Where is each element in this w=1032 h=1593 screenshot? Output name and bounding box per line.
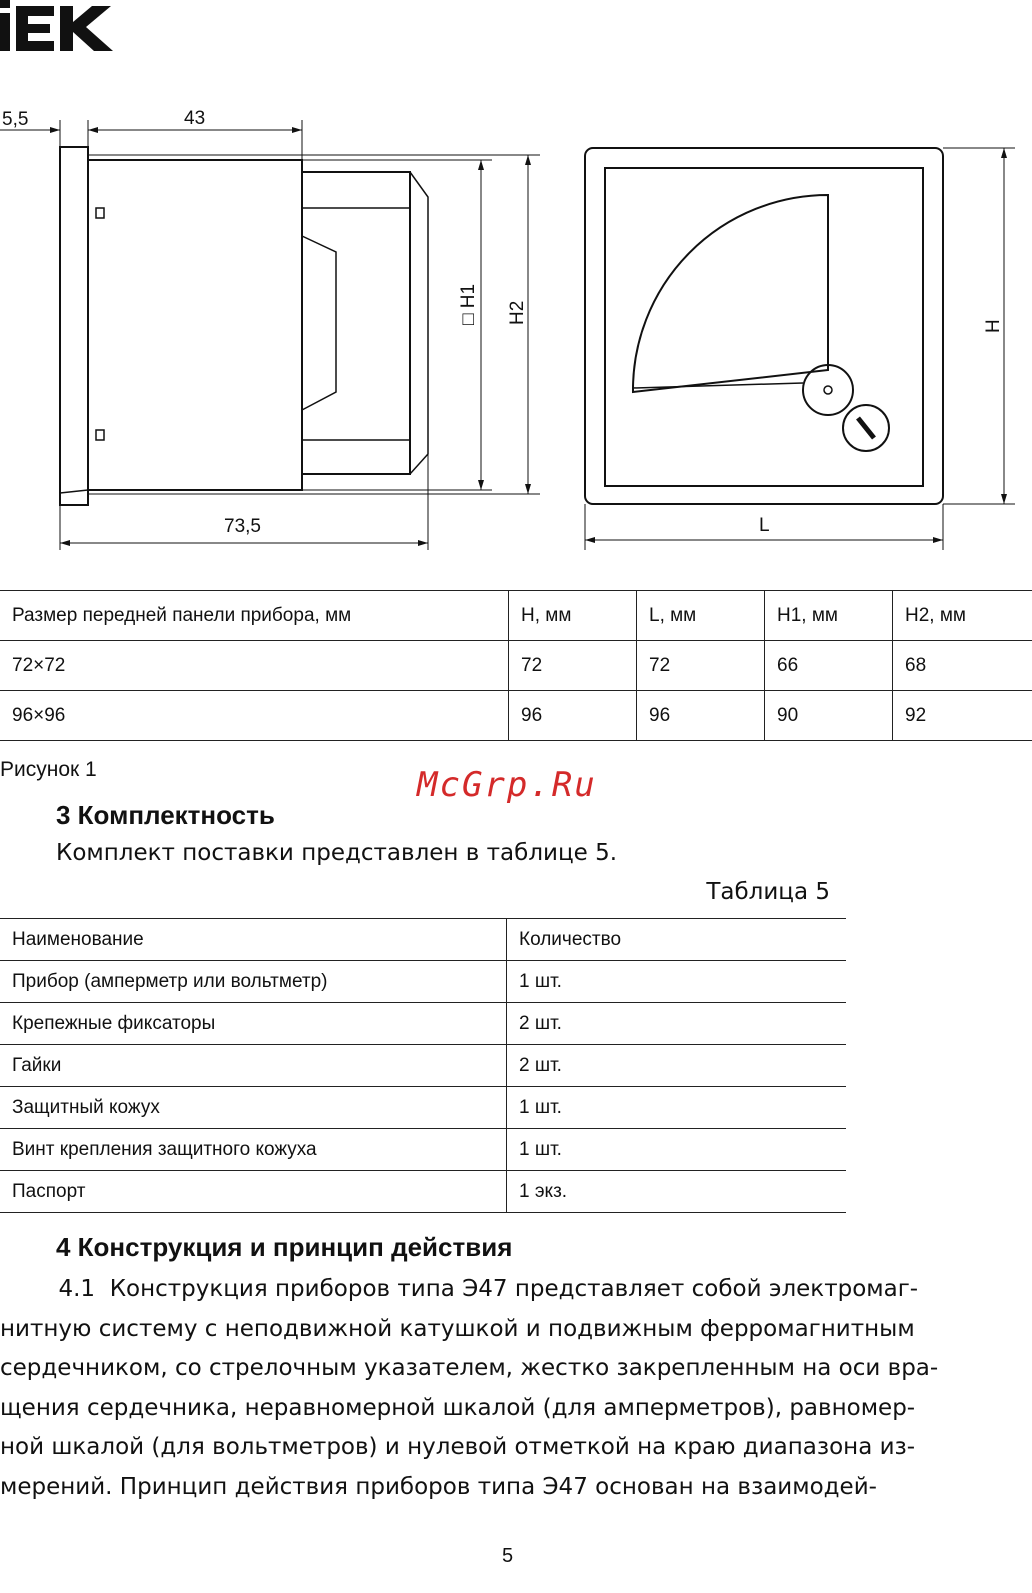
table-cell: 96×96 — [0, 691, 509, 741]
watermark: McGrp.Ru — [417, 765, 597, 805]
body-line: нитную систему с неподвижной катушкой и подвижным ферромагнитным — [0, 1315, 915, 1342]
table-cell: Винт крепления защитного кожуха — [0, 1129, 507, 1171]
table-row — [0, 691, 1032, 741]
table-cell: 96 — [637, 691, 765, 741]
table-cell: Гайки — [0, 1045, 507, 1087]
figure-caption: Рисунок 1 — [0, 758, 97, 781]
table-header-cell: Размер передней панели прибора, мм — [0, 591, 509, 641]
iek-logo — [0, 0, 115, 54]
table-cell: Крепежные фиксаторы — [0, 1003, 507, 1045]
table-cell: Защитный кожух — [0, 1087, 507, 1129]
table-cell: 92 — [893, 691, 1032, 741]
table-header-cell: L, мм — [637, 591, 765, 641]
table-row — [0, 961, 846, 1003]
section-3-intro: Комплект поставки представлен в таблице 5. — [56, 840, 618, 866]
section-3-heading: 3 Комплектность — [56, 800, 275, 830]
table-cell: 68 — [893, 641, 1032, 691]
table-cell: Паспорт — [0, 1171, 507, 1213]
table-row — [0, 1129, 846, 1171]
table-cell: 72 — [509, 641, 637, 691]
table-header-row — [0, 919, 846, 961]
dim-label-73-5: 73,5 — [224, 516, 261, 537]
section-4-body — [0, 1270, 1000, 1507]
page-number: 5 — [502, 1545, 514, 1567]
table-cell: 66 — [765, 641, 893, 691]
body-line: щения сердечника, неравномерной шкалой (для амперметров), равномер- — [0, 1394, 916, 1421]
dimensions-table — [0, 590, 1032, 741]
table-row — [0, 641, 1032, 691]
dim-label-h2: H2 — [507, 300, 528, 325]
table-cell: 72 — [637, 641, 765, 691]
table-header-cell: Наименование — [0, 919, 507, 961]
dim-label-h1: □ H1 — [458, 283, 479, 325]
table-cell: 1 шт. — [507, 961, 847, 1003]
table-header-row — [0, 591, 1032, 641]
table-cell: 72×72 — [0, 641, 509, 691]
dim-label-5-5: 5,5 — [2, 109, 29, 130]
table-cell: 1 шт. — [507, 1129, 847, 1171]
table-header-cell: Н, мм — [509, 591, 637, 641]
table-row — [0, 1087, 846, 1129]
dim-label-l: L — [759, 515, 770, 536]
table-header-cell: Н2, мм — [893, 591, 1032, 641]
section-4-heading: 4 Конструкция и принцип действия — [56, 1232, 513, 1262]
table-row — [0, 1003, 846, 1045]
table-header-cell: Н1, мм — [765, 591, 893, 641]
table-row — [0, 1045, 846, 1087]
body-line: сердечником, со стрелочным указателем, жестко закрепленным на оси вра- — [0, 1355, 939, 1381]
table-cell: 96 — [509, 691, 637, 741]
table-cell: 2 шт. — [507, 1003, 847, 1045]
kit-table — [0, 918, 846, 1213]
dim-label-43: 43 — [184, 108, 206, 129]
table-header-cell: Количество — [507, 919, 847, 961]
body-line: ной шкалой (для вольтметров) и нулевой отметкой на краю диапазона из- — [0, 1434, 916, 1460]
body-line: мерений. Принцип действия приборов типа Э47 основан на взаимодей- — [0, 1473, 877, 1500]
table-cell: 1 экз. — [507, 1171, 847, 1213]
table-cell: 90 — [765, 691, 893, 741]
dim-label-h: H — [983, 319, 1004, 333]
table-row — [0, 1171, 846, 1213]
table-cell: Прибор (амперметр или вольтметр) — [0, 961, 507, 1003]
body-line: 4.1 Конструкция приборов типа Э47 представляет собой электромаг- — [0, 1276, 919, 1302]
table-cell: 1 шт. — [507, 1087, 847, 1129]
table-cell: 2 шт. — [507, 1045, 847, 1087]
dimension-drawing — [0, 100, 1032, 570]
table-5-title: Таблица 5 — [706, 879, 830, 905]
